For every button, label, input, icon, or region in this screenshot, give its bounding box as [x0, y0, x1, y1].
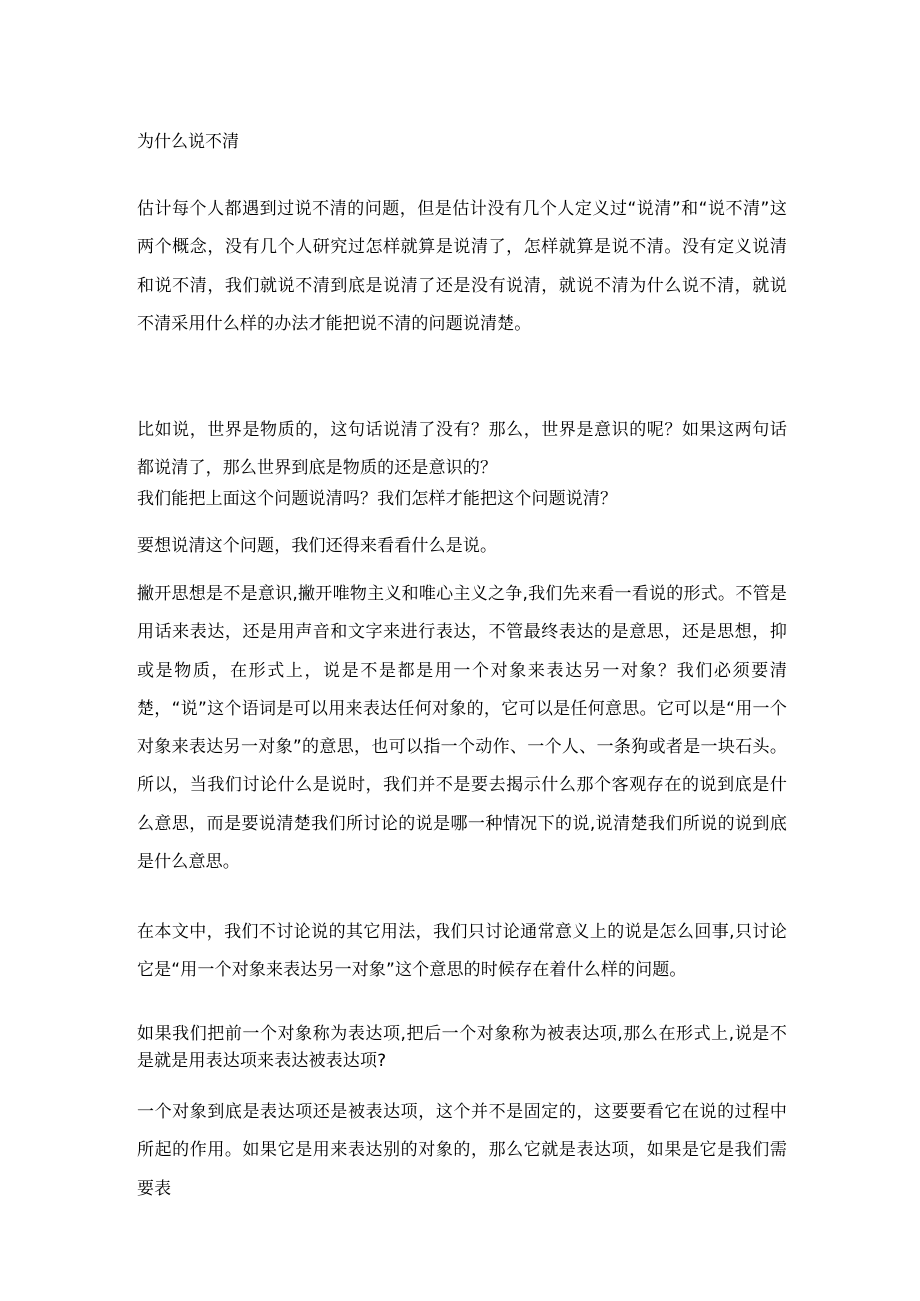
paragraph: 一个对象到底是表达项还是被表达项，这个并不是固定的，这要要看它在说的过程中所起的作用。如果它是用来表达别的对象的，那么它就是表达项，如果是它是我们需要表 — [137, 1102, 787, 1199]
paragraph: 我们能把上面这个问题说清吗？我们怎样才能把这个问题说清？ — [137, 489, 618, 509]
paragraph: 撇开思想是不是意识,撇开唯物主义和唯心主义之争,我们先来看一看说的形式。不管是用话来表达，还是用声音和文字来进行表达，不管最终表达的是意思，还是思想，抑或是物质，在形式上，说是不是都是用一个对象来表达另一对象？我们必须要清楚，“说”这个语词是可以用来表达任何对象的，它可以是任何意思。它可以是“用一个对象来表达另一对象”的意思，也可以指一个动作、一个人、一条狗或者是一块石头。所以，当我们讨论什么是说时，我们并不是要去揭示什么那个客观存在的说到底是什么意思，而是要说清楚我们所讨论的说是哪一种情况下的说,说清楚我们所说的说到底是什么意思。 — [137, 584, 787, 873]
document-title: 为什么说不清 — [137, 132, 239, 152]
paragraph: 比如说，世界是物质的，这句话说清了没有？那么，世界是意识的呢？如果这两句话都说清了，那么世界到底是物质的还是意识的？ — [137, 420, 787, 479]
paragraph: 如果我们把前一个对象称为表达项,把后一个对象称为被表达项,那么在形式上,说是不是就是用表达项来表达被表达项? — [137, 1024, 787, 1071]
paragraph: 在本文中，我们不讨论说的其它用法，我们只讨论通常意义上的说是怎么回事,只讨论它是“用一个对象来表达另一对象”这个意思的时候存在着什么样的问题。 — [137, 922, 787, 981]
paragraph: 要想说清这个问题，我们还得来看看什么是说。 — [137, 536, 498, 556]
paragraph: 估计每个人都遇到过说不清的问题，但是估计没有几个人定义过“说清”和“说不清”这两个概念，没有几个人研究过怎样就算是说清了，怎样就算是说不清。没有定义说清和说不清，我们就说不清到底是说清了还是没有说清，就说不清为什么说不清，就说不清采用什么样的办法才能把说不清的问题说清楚。 — [137, 199, 787, 334]
